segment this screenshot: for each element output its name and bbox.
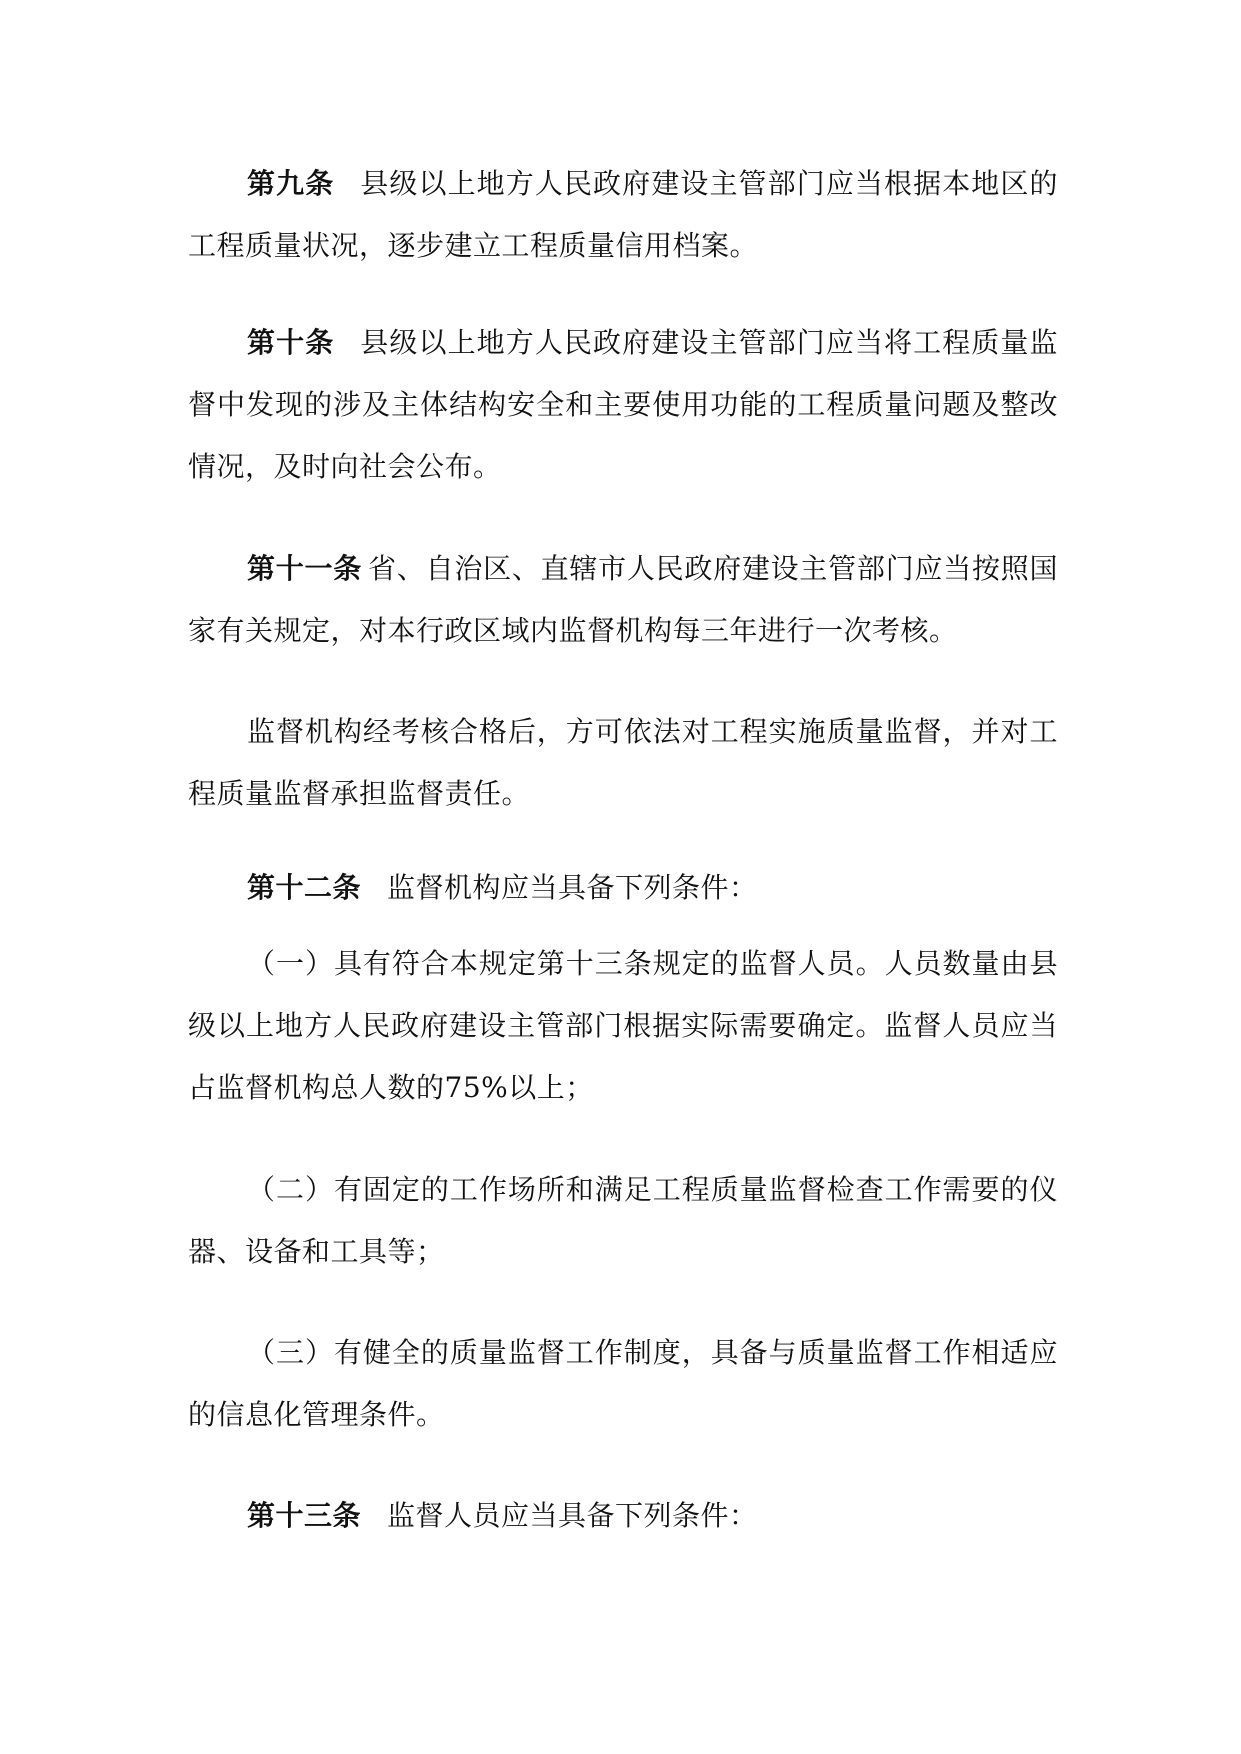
article-9-paragraph <box>188 153 1058 277</box>
article-text: 县级以上地方人民政府建设主管部门应当根据本地区的工程质量状况，逐步建立工程质量信用档案。 <box>188 167 1058 262</box>
article-number: 第九条 <box>247 167 335 200</box>
condition-1-paragraph <box>188 933 1058 1119</box>
article-12-paragraph <box>188 857 1058 919</box>
article-text: 监督机构应当具备下列条件： <box>387 871 758 904</box>
article-10-paragraph <box>188 312 1058 498</box>
article-11-paragraph <box>188 538 1058 662</box>
paragraph-text: （三）有健全的质量监督工作制度，具备与质量监督工作相适应的信息化管理条件。 <box>188 1336 1058 1431</box>
article-text: 监督人员应当具备下列条件： <box>387 1499 758 1532</box>
article-text: 县级以上地方人民政府建设主管部门应当将工程质量监督中发现的涉及主体结构安全和主要使用功能的工程质量问题及整改情况，及时向社会公布。 <box>188 326 1058 483</box>
article-number: 第十三条 <box>247 1499 362 1532</box>
article-13-paragraph <box>188 1485 1058 1547</box>
paragraph-text: （二）有固定的工作场所和满足工程质量监督检查工作需要的仪器、设备和工具等； <box>188 1173 1058 1268</box>
article-number: 第十条 <box>247 326 335 359</box>
article-11-continuation-paragraph <box>188 701 1058 825</box>
article-text: 省、自治区、直辖市人民政府建设主管部门应当按照国家有关规定，对本行政区域内监督机构每三年进行一次考核。 <box>188 552 1058 647</box>
paragraph-text: （一）具有符合本规定第十三条规定的监督人员。人员数量由县级以上地方人民政府建设主管部门根据实际需要确定。监督人员应当占监督机构总人数的75%以上； <box>188 947 1058 1104</box>
condition-2-paragraph <box>188 1159 1058 1283</box>
condition-3-paragraph <box>188 1322 1058 1446</box>
paragraph-text: 监督机构经考核合格后，方可依法对工程实施质量监督，并对工程质量监督承担监督责任。 <box>188 715 1058 810</box>
article-number: 第十一条 <box>247 552 363 585</box>
article-number: 第十二条 <box>247 871 362 904</box>
